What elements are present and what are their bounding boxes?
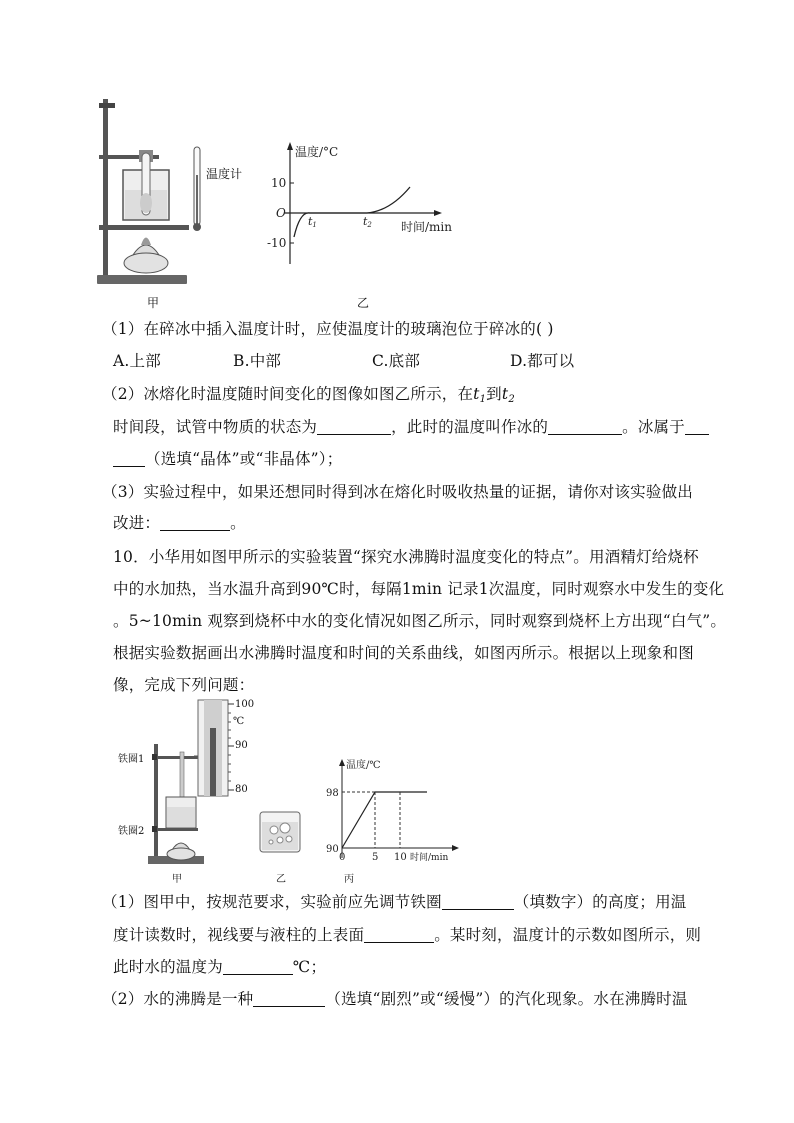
- q2-blank-state[interactable]: [317, 418, 391, 435]
- boiling-graph: [322, 754, 472, 866]
- p10q1-blank-temp[interactable]: [223, 958, 293, 975]
- p10-line1: 10．小华用如图甲所示的实验装置“探究水沸腾时温度变化的特点”。用酒精灯给烧杯: [113, 548, 699, 566]
- melting-graph: [265, 139, 475, 269]
- graph1-tick-neg10: -10: [267, 236, 287, 250]
- iron-stand-apparatus: [95, 95, 195, 290]
- q2-line2: [113, 416, 709, 438]
- scale-90: 90: [235, 740, 248, 751]
- q2-line2-a: 时间段，试管中物质的状态为: [113, 418, 318, 436]
- figure1-caption-left: 甲: [147, 296, 160, 310]
- p10q1-line2-b: 。某时刻，温度计的示数如图所示，则: [434, 926, 702, 944]
- q2-line3: [113, 448, 342, 470]
- p10q1-line3-b: ℃；: [292, 958, 327, 976]
- q1-option-d: D.都可以: [510, 352, 575, 370]
- p10q2-line1-b: （选填“剧烈”或“缓慢”）的汽化现象。水在沸腾时温: [325, 990, 688, 1008]
- p10q2-line1-a: （2）水的沸腾是一种: [102, 990, 254, 1008]
- p10q2-blank-boil[interactable]: [253, 990, 325, 1007]
- p10q2-line1: [102, 988, 688, 1010]
- thermometer-icon: [191, 145, 203, 235]
- graph2-x10: 10: [394, 852, 407, 863]
- q2-t1-sub: 1: [479, 394, 487, 405]
- q1-text: （1）在碎冰中插入温度计时，应使温度计的玻璃泡位于碎冰的( ): [102, 320, 554, 338]
- graph1-xlabel: 时间/min: [401, 220, 452, 234]
- p10-line5: 像，完成下列问题：: [113, 676, 255, 694]
- ring2-label: 铁圈2: [118, 826, 145, 837]
- graph2-xlabel: 时间/min: [410, 853, 449, 863]
- q2-line2-b: ，此时的温度叫作冰的: [391, 418, 549, 436]
- graph1-tick-10: 10: [271, 176, 287, 190]
- q3-blank-improve[interactable]: [160, 514, 230, 531]
- q2-blank-point[interactable]: [548, 418, 622, 435]
- q2-blank-type-a[interactable]: [685, 418, 709, 435]
- q2-blank-type-b[interactable]: [113, 450, 145, 467]
- graph1-t1: t: [308, 215, 313, 228]
- q2-line1: [102, 383, 515, 411]
- q3-line2-a: 改进：: [113, 514, 161, 532]
- svg-text:t2: [363, 215, 372, 229]
- q3-line2-b: 。: [230, 514, 246, 532]
- scale-80: 80: [235, 784, 248, 795]
- graph1-t1-sub: 1: [312, 221, 317, 229]
- figure-ice-melting: [95, 95, 475, 310]
- p10q1-line2-a: 度计读数时，视线要与液柱的上表面: [113, 926, 365, 944]
- scale-100: 100: [235, 699, 255, 710]
- graph2-x0: 0: [339, 852, 346, 863]
- p10q1-line2: [113, 924, 701, 946]
- p10-line2: 中的水加热，当水温升高到90℃时，每隔1min 记录1次温度，同时观察水中发生的变化: [113, 580, 725, 598]
- graph2-y90: 90: [326, 844, 339, 855]
- q2-line1-prefix: （2）冰熔化时温度随时间变化的图像如图乙所示，在: [102, 385, 474, 403]
- figure2-caption-c: 丙: [344, 874, 354, 885]
- figure2-caption-b: 乙: [276, 874, 286, 885]
- graph1-origin: O: [276, 206, 286, 220]
- graph1-t2-sub: 2: [367, 221, 372, 229]
- q1-option-c: C.底部: [372, 352, 421, 370]
- q2-line3-text: （选填“晶体”或“非晶体”）；: [145, 450, 343, 468]
- p10q1-line3: [113, 956, 326, 978]
- q2-line2-c: 。冰属于: [622, 418, 685, 436]
- graph1-t2: t: [363, 215, 368, 228]
- figure-water-boiling: [110, 692, 470, 885]
- p10q1-line3-a: 此时水的温度为: [113, 958, 223, 976]
- graph2-ylabel: 温度/℃: [346, 760, 381, 771]
- p10q1-blank-sight[interactable]: [364, 926, 434, 943]
- q1-option-b: B.中部: [233, 352, 282, 370]
- q3-line2: [113, 512, 246, 534]
- p10q1-line1-a: （1）图甲中，按规范要求，实验前应先调节铁圈: [102, 893, 442, 911]
- graph2-y98: 98: [326, 788, 339, 799]
- svg-text:t1: [308, 215, 317, 229]
- p10-line3: 。5~10min 观察到烧杯中水的变化情况如图乙所示，同时观察到烧杯上方出现“白气”。: [113, 612, 727, 630]
- q2-to: 到: [486, 385, 502, 403]
- p10q1-blank-ring[interactable]: [442, 893, 514, 910]
- q2-t2: t: [501, 385, 509, 403]
- p10-line4: 根据实验数据画出水沸腾时温度和时间的关系曲线，如图丙所示。根据以上现象和图: [113, 644, 694, 662]
- q2-t1: t: [473, 385, 480, 403]
- figure2-caption-a: 甲: [172, 874, 182, 885]
- graph1-ylabel: 温度/°C: [295, 145, 339, 159]
- ring1-label: 铁圈1: [118, 754, 145, 765]
- figure1-caption-right: 乙: [357, 296, 370, 310]
- q3-line1: （3）实验过程中，如果还想同时得到冰在熔化时吸收热量的证据，请你对该实验做出: [102, 483, 693, 501]
- p10q1-line1-b: （填数字）的高度；用温: [513, 893, 687, 911]
- graph2-x5: 5: [372, 852, 379, 863]
- p10q1-line1: [102, 891, 686, 913]
- scale-unit: ℃: [233, 716, 245, 727]
- q1-option-a: A.上部: [113, 352, 161, 370]
- q2-t2-sub: 2: [508, 394, 515, 405]
- thermometer-label: 温度计: [206, 167, 243, 181]
- beaker-bubbles: [256, 808, 306, 856]
